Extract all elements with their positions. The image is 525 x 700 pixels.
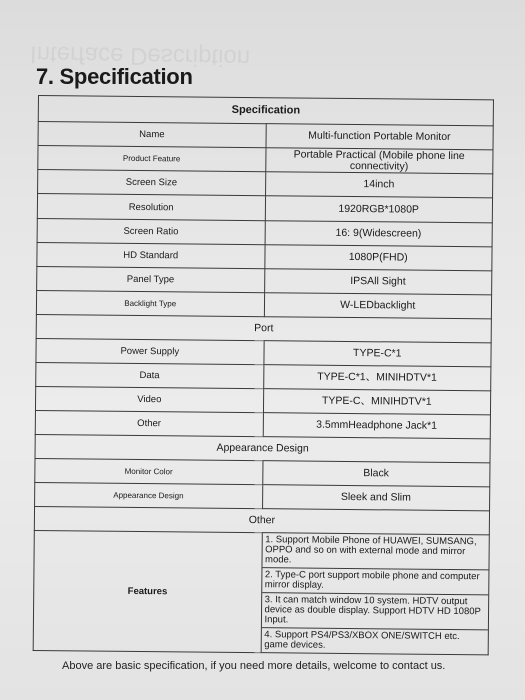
row-label: Product Feature [38, 146, 266, 172]
row-value: 16: 9(Widescreen) [265, 221, 493, 247]
row-value: Multi-function Portable Monitor [266, 124, 494, 150]
row-label: Appearance Design [35, 482, 263, 508]
row-value: TYPE-C*1 [263, 341, 491, 367]
features-list [261, 533, 490, 655]
specification-table-wrapper [33, 95, 494, 651]
page-title: 7. Specification [36, 64, 193, 89]
feature-item: 2. Type-C port support mobile phone and computer mirror display. [262, 568, 489, 595]
bleed-through-text: Interface Description [29, 40, 251, 72]
row-value: TYPE-C*1、MINIHDTV*1 [263, 365, 491, 391]
row-label: HD Standard [37, 242, 265, 268]
row-value: Portable Practical (Mobile phone line connectivity) [265, 148, 493, 174]
row-label: Name [38, 122, 266, 148]
row-value: 1920RGB*1080P [265, 196, 493, 223]
row-value: Sleek and Slim [262, 485, 490, 511]
section-other: Other [34, 506, 489, 534]
row-value: 1080P(FHD) [264, 245, 492, 271]
row-label: Screen Size [38, 170, 266, 196]
row-label: Screen Ratio [37, 218, 265, 244]
features-label: Features [33, 530, 262, 652]
row-label: Power Supply [36, 338, 264, 364]
row-value: 14inch [265, 172, 493, 198]
specification-table [33, 95, 494, 655]
row-value: Black [262, 461, 490, 487]
row-value: IPSAll Sight [264, 269, 492, 295]
row-value: 3.5mmHeadphone Jack*1 [263, 413, 491, 439]
features-row [33, 530, 489, 654]
row-label: Backlight Type [36, 290, 264, 316]
row-label: Data [36, 362, 264, 388]
row-label: Resolution [37, 194, 265, 221]
row-label: Other [35, 410, 263, 436]
table-header: Specification [38, 96, 493, 126]
footer-note: Above are basic specification, if you need more details, welcome to contact us. [62, 660, 446, 672]
row-label: Panel Type [37, 266, 265, 292]
row-value: TYPE-C、MINIHDTV*1 [263, 389, 491, 415]
feature-item: 3. It can match window 10 system. HDTV output device as double display. Support HDTV HD 1080P Input. [261, 593, 488, 630]
section-appearance: Appearance Design [35, 434, 490, 462]
row-value: W-LEDbacklight [264, 293, 492, 319]
feature-item: 4. Support PS4/PS3/XBOX ONE/SWITCH etc. game devices. [264, 629, 460, 651]
row-label: Video [35, 386, 263, 412]
row-label: Monitor Color [35, 458, 263, 484]
section-port: Port [36, 314, 491, 342]
feature-item: 1. Support Mobile Phone of HUAWEI, SUMSANG, OPPO and so on with external mode and mirror mode. [262, 533, 489, 570]
